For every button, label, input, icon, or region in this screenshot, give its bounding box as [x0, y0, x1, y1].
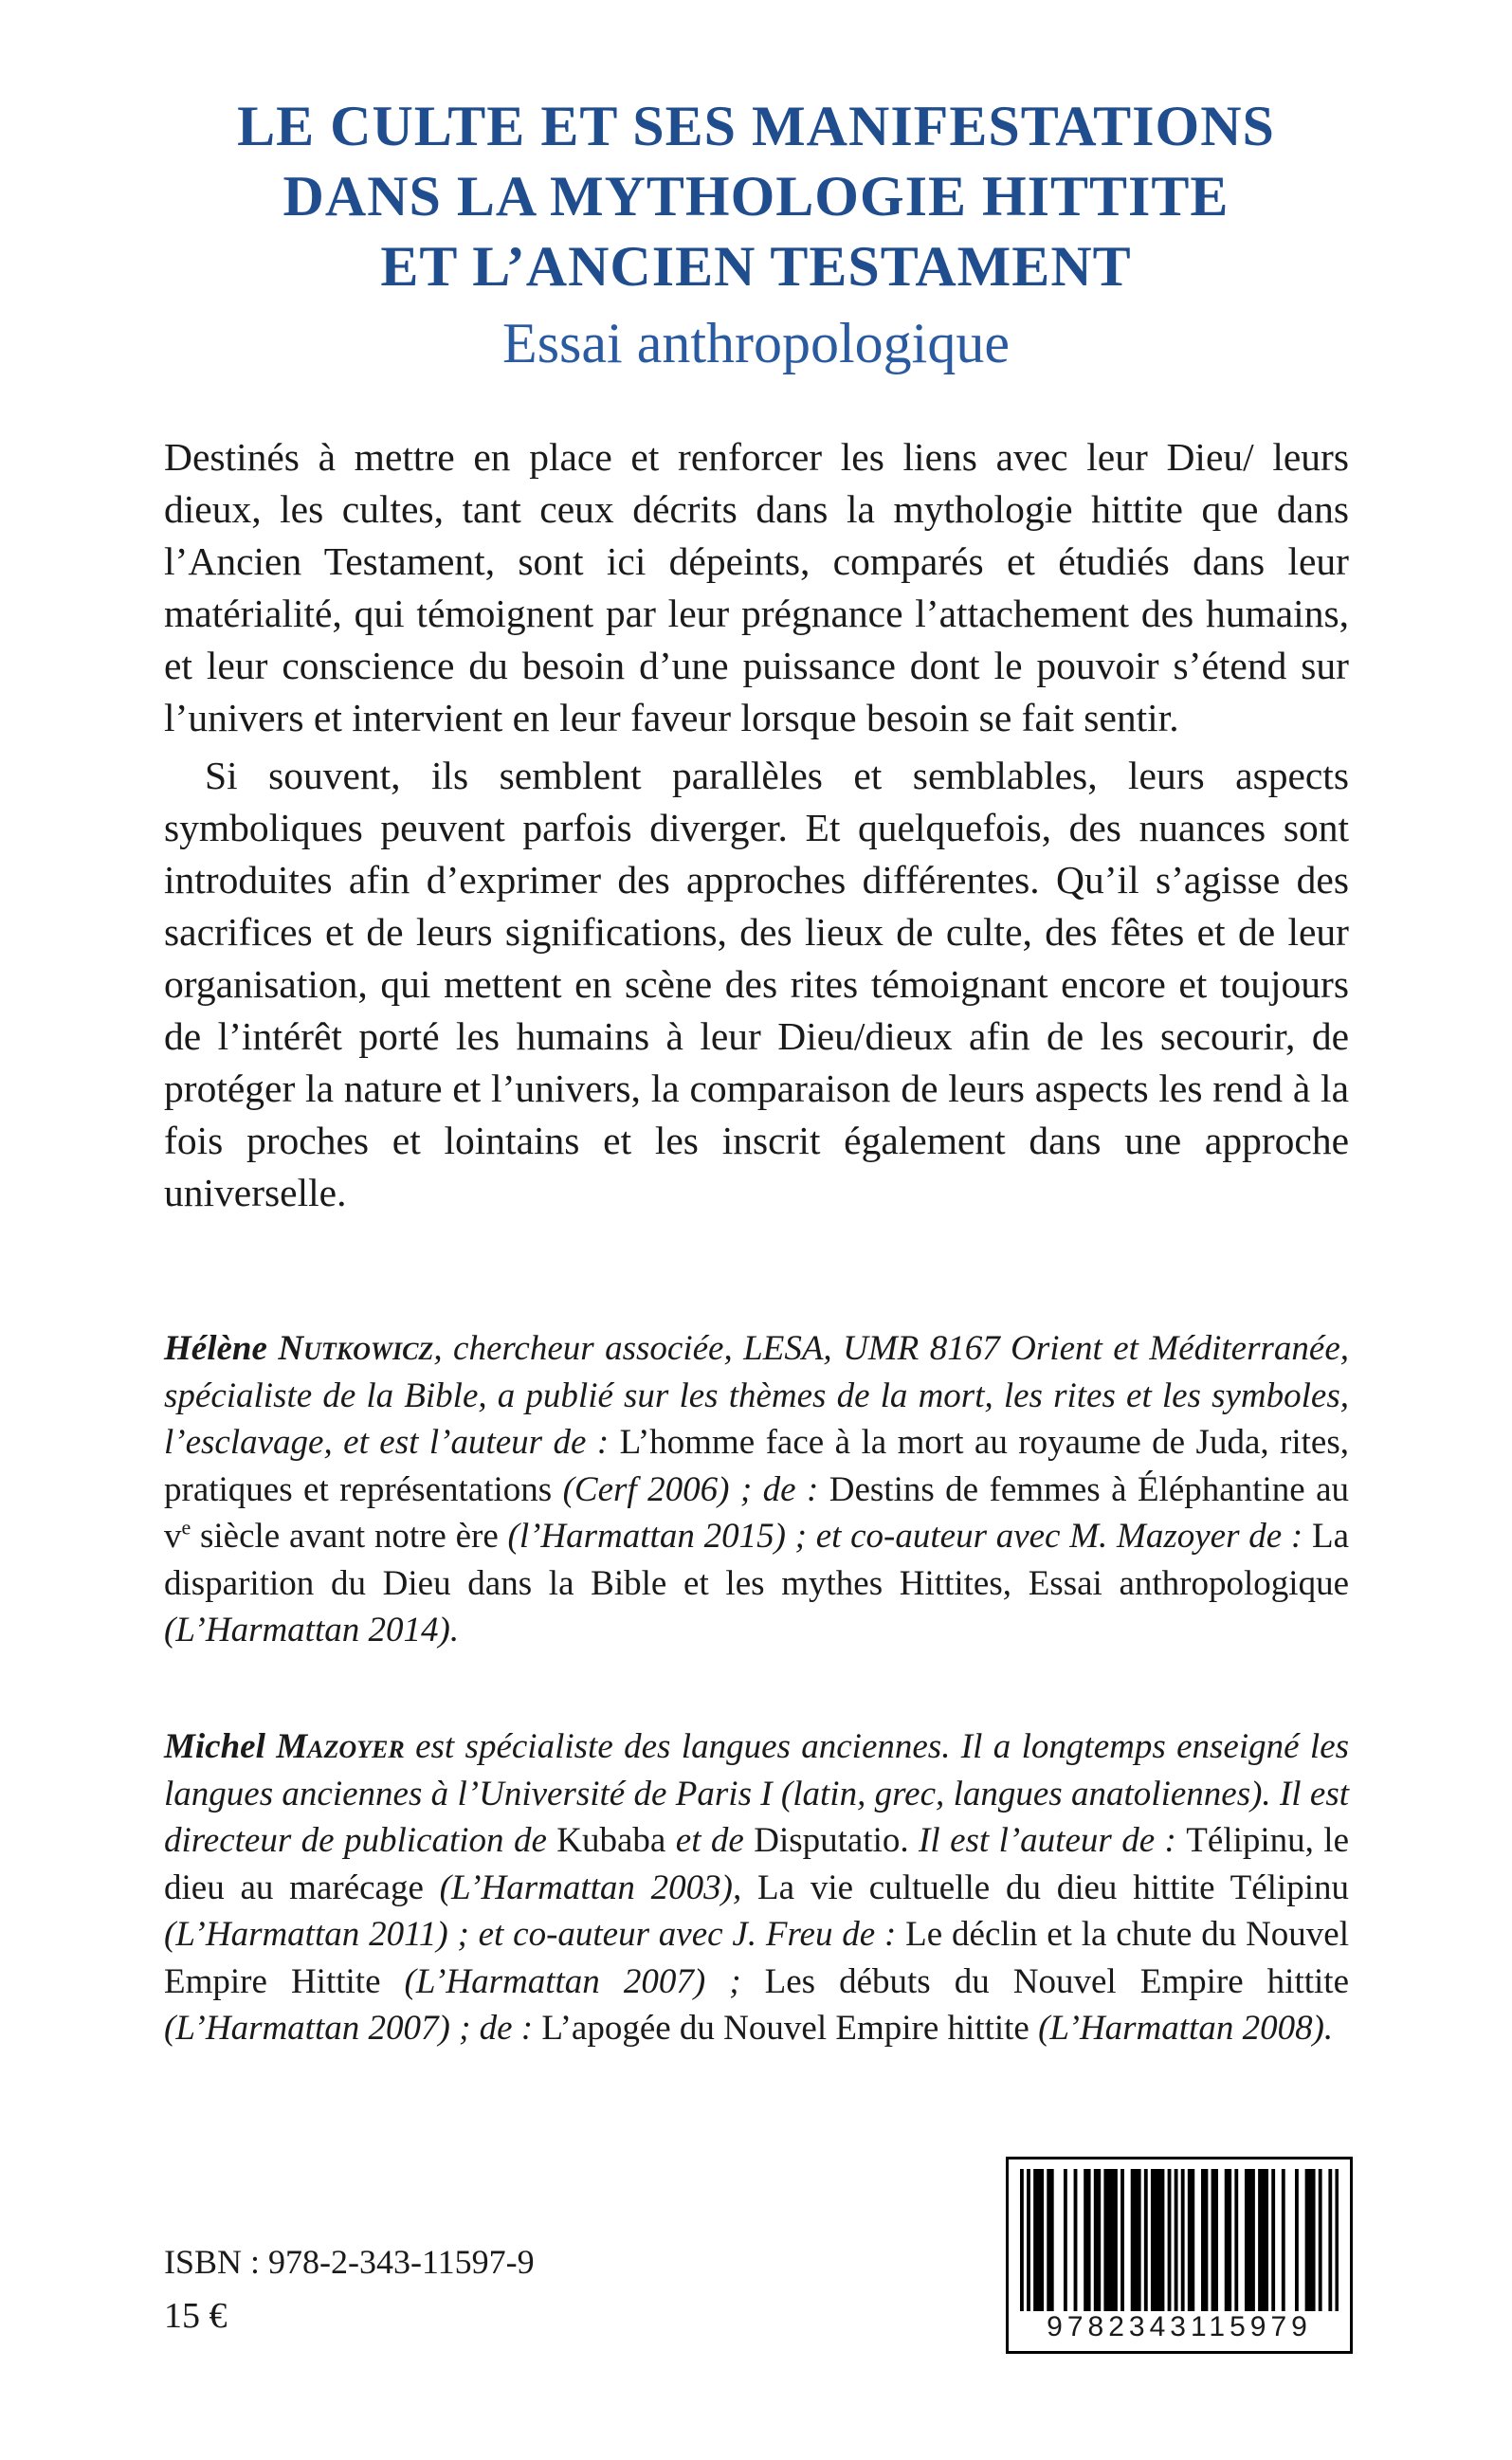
book-title: La disparition du Dieu dans la Bible et les mythes Hittites, Essai anthropologique: [164, 1517, 1349, 1603]
barcode-bar: [1251, 2169, 1255, 2311]
book-title: Télipinu, le dieu au marécage: [164, 1821, 1349, 1907]
barcode-bar: [1248, 2169, 1252, 2311]
bio-text: , chercheur associée, LESA, UMR 8167 Orient et Méditerranée, spécialiste de la Bible, a publié sur les thèmes de la mort, les rites et les symboles, l’esclavage, et est l’auteur de :: [164, 1329, 1349, 1462]
barcode-bar: [1245, 2169, 1248, 2311]
barcode: [1009, 2159, 1350, 2351]
barcode-bar: [1120, 2169, 1124, 2311]
barcode-bar: [1188, 2169, 1192, 2311]
barcode-bar: [1312, 2169, 1316, 2311]
superscript: e: [181, 1515, 191, 1540]
barcode-bar: [1328, 2169, 1332, 2311]
journal-title: Disputatio.: [754, 1821, 909, 1860]
barcode-bar: [1258, 2169, 1262, 2311]
book-title: siècle avant notre ère: [191, 1517, 499, 1556]
barcode-bar: [1097, 2169, 1101, 2311]
bio-text: Il est l’auteur de :: [908, 1821, 1187, 1860]
barcode-bar: [1134, 2169, 1138, 2311]
barcode-bars: [1020, 2169, 1339, 2311]
blurb-paragraph-2: Si souvent, ils semblent parallèles et semblables, leurs aspects symboliques peuvent parfois diverger. Et quelquefois, des nuances sont introduites afin d’exprimer des approches différentes. Qu’il s’agisse des sacrifices et de leurs significations, des lieux de culte, des fêtes et de leur organisation, qui mettent en scène des rites témoignant encore et toujours de l’intérêt porté les humains à leur Dieu/dieux afin de les secourir, de protéger la nature et l’univers, la comparaison de leurs aspects les rend à la fois proches et lointains et les inscrit également dans une approche universelle.: [164, 754, 1349, 1214]
barcode-bar: [1308, 2169, 1312, 2311]
barcode-bar: [1131, 2169, 1135, 2311]
barcode-bar: [1265, 2169, 1268, 2311]
book-title: L’homme face à la mort au royaume de Juda, rites, pratiques et représentations: [164, 1423, 1350, 1509]
barcode-bar: [1262, 2169, 1266, 2311]
barcode-bar: [1050, 2169, 1054, 2311]
barcode-bar: [1037, 2169, 1041, 2311]
book-title: L’apogée du Nouvel Empire hittite: [541, 2009, 1029, 2048]
price: 15 €: [164, 2296, 228, 2336]
author-last-name: Mazoyer: [276, 1727, 405, 1766]
barcode-bar: [1191, 2169, 1194, 2311]
barcode-bar: [1110, 2169, 1114, 2311]
barcode-bar: [1161, 2169, 1165, 2311]
bio-text: (L’Harmattan 2007) ;: [380, 1961, 765, 2001]
book-title: La vie cultuelle du dieu hittite Télipinu: [741, 1868, 1349, 1907]
barcode-bar: [1305, 2169, 1309, 2311]
barcode-bar: [1157, 2169, 1161, 2311]
book-title: Destins de femmes à Éléphantine au v: [164, 1469, 1350, 1556]
bio-text: (L’Harmattan 2003),: [423, 1868, 742, 1907]
book-title: Le déclin et la chute du Nouvel Empire Hittite: [164, 1915, 1349, 2001]
barcode-bar: [1084, 2169, 1087, 2311]
barcode-bar: [1064, 2169, 1067, 2311]
title-block: [0, 91, 1512, 377]
author-bio-nutkowicz: [164, 1325, 1349, 1654]
author-last-name: Nutkowicz: [278, 1329, 434, 1368]
blurb-paragraph-1: Destinés à mettre en place et renforcer les liens avec leur Dieu/ leurs dieux, les cultes, tant ceux décrits dans la mythologie hittite que dans l’Ancien Testament, sont ici dépeints, comparés et étudiés dans leur matérialité, qui témoignent par leur prégnance l’attachement des humains, et leur conscience du besoin d’une puissance dont le pouvoir s’étend sur l’univers et intervient en leur faveur lorsque besoin se fait sentir.: [164, 435, 1349, 739]
barcode-bar: [1175, 2169, 1178, 2311]
barcode-bar: [1282, 2169, 1285, 2311]
barcode-bar: [1154, 2169, 1157, 2311]
barcode-bar: [1103, 2169, 1107, 2311]
barcode-bar: [1211, 2169, 1215, 2311]
barcode-bar: [1047, 2169, 1050, 2311]
bio-text: (l’Harmattan 2015) ; et co-auteur avec M. Mazoyer de :: [498, 1517, 1312, 1556]
barcode-bar: [1271, 2169, 1275, 2311]
bio-text: est spécialiste des langues anciennes. Il a longtemps enseigné les langues anciennes à l’Université de Paris I (latin, grec, langues anatoliennes). Il est directeur de publication de: [164, 1727, 1350, 1860]
bio-text: (L’Harmattan 2011) ; et co-auteur avec J. Freu de :: [164, 1915, 906, 1954]
blurb: [164, 431, 1349, 1219]
isbn: ISBN : 978-2-343-11597-9: [164, 2243, 535, 2281]
bio-text: (Cerf 2006) ; de :: [552, 1469, 829, 1509]
barcode-bar: [1087, 2169, 1091, 2311]
barcode-bar: [1138, 2169, 1141, 2311]
barcode-bar: [1168, 2169, 1172, 2311]
barcode-bar: [1335, 2169, 1339, 2311]
bio-text: (L’Harmattan 2014).: [164, 1611, 460, 1649]
barcode-bar: [1205, 2169, 1209, 2311]
barcode-bar: [1074, 2169, 1078, 2311]
barcode-bar: [1181, 2169, 1185, 2311]
barcode-bar: [1319, 2169, 1322, 2311]
barcode-digits: 9782343115979: [1047, 2311, 1312, 2342]
barcode-bar: [1234, 2169, 1238, 2311]
book-title: Les débuts du Nouvel Empire hittite: [764, 1961, 1350, 2001]
barcode-bar: [1225, 2169, 1229, 2311]
author-bio-mazoyer: [164, 1723, 1349, 2052]
barcode-bar: [1228, 2169, 1231, 2311]
barcode-bar: [1027, 2169, 1030, 2311]
title-line-1: LE CULTE ET SES MANIFESTATIONS: [237, 95, 1275, 157]
barcode-bar: [1201, 2169, 1205, 2311]
barcode-bar: [1114, 2169, 1118, 2311]
title-line-3: ET L’ANCIEN TESTAMENT: [380, 235, 1132, 298]
bio-text: (L’Harmattan 2007) ; de :: [164, 2009, 542, 2048]
barcode-bar: [1144, 2169, 1148, 2311]
barcode-bar: [1107, 2169, 1111, 2311]
barcode-bar: [1020, 2169, 1024, 2311]
subtitle: Essai anthropologique: [502, 312, 1010, 374]
barcode-bar: [1151, 2169, 1155, 2311]
author-first-name: Hélène: [164, 1329, 267, 1368]
title-line-2: DANS LA MYTHOLOGIE HITTITE: [282, 165, 1230, 228]
bio-text: et de: [665, 1821, 755, 1860]
journal-title: Kubaba: [556, 1821, 666, 1860]
barcode-bar: [1040, 2169, 1044, 2311]
barcode-bar: [1094, 2169, 1098, 2311]
barcode-bar: [1214, 2169, 1218, 2311]
barcode-bar: [1295, 2169, 1299, 2311]
author-first-name: Michel: [164, 1727, 265, 1766]
bio-text: (L’Harmattan 2008).: [1029, 2009, 1334, 2048]
barcode-bar: [1033, 2169, 1037, 2311]
